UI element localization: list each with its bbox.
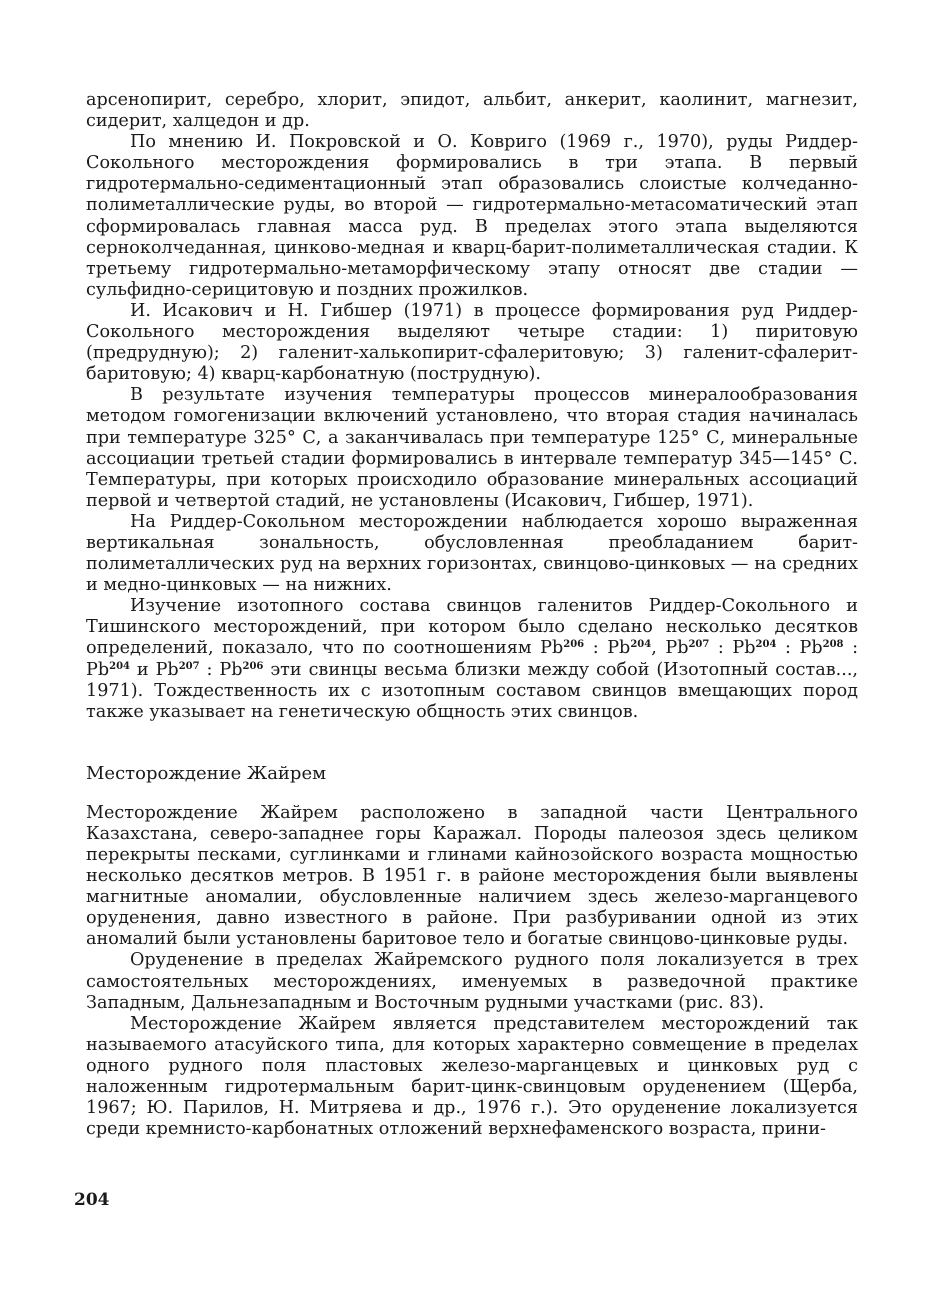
page-number: 204: [74, 1190, 110, 1210]
isotope-superscript: 208: [822, 639, 844, 651]
paragraph-zhairem-type: Месторождение Жайрем является представителем месторождений так называемого атасуйского типа, для которых характерно совмещение в пределах одного рудного поля пластовых железо-марганцевых и цинковых руд с наложенным гидротермальным барит-цинк-свинцовым оруденением (Щерба, 1967; Ю. Парилов, Н. Митряева и др., 1976 г.). Это оруденение локализуется среди кремнисто-карбонатных отложений верхнефаменского возраста, прини-: [86, 1013, 858, 1140]
paragraph-zonality: На Риддер-Сокольном месторождении наблюдается хорошо выраженная вертикальная зональность, обусловленная преобладанием барит-полиметаллических руд на верхних горизонтах, свинцово-цинковых — на средних и медно-цинковых — на нижних.: [86, 511, 858, 596]
isotope-text: : Pb: [584, 638, 631, 659]
isotope-superscript: 206: [242, 660, 264, 672]
isotope-text: : Pb: [709, 638, 756, 659]
isotope-text: : Pb: [199, 659, 243, 680]
isotope-text: эти свинцы весьма близки между собой (Изотопный состав..., 1971). Тождественность их с изотопным составом свинцов вмещающих пород также указывает на генетическую общность этих свинцов.: [86, 659, 859, 722]
paragraph-continuation: арсенопирит, серебро, хлорит, эпидот, альбит, анкерит, каолинит, магнезит, сидерит, халцедон и др.: [86, 90, 858, 132]
isotope-text: Изучение изотопного состава свинцов галенитов Риддер-Сокольного и Тишинского месторождений, при котором было сделано несколько десятков определений, показало, что по соотношениям Pb: [86, 596, 858, 659]
paragraph-stages: По мнению И. Покровской и О. Ковриго (1969 г., 1970), руды Риддер-Сокольного месторождения формировались в три этапа. В первый гидротермально-седиментационный этап образовались слоистые колчеданно-полиметаллические руды, во второй — гидротермально-метасоматический этап сформировалась главная масса руд. В пределах этого этапа выделяются серноколчеданная, цинково-медная и кварц-барит-полиметаллическая стадии. К третьему гидротермально-метаморфическому этапу относят две стадии — сульфидно-серицитовую и поздних прожилков.: [86, 132, 858, 300]
isotope-superscript: 204: [109, 660, 130, 672]
isotope-superscript: 204: [630, 639, 652, 651]
isotope-superscript: 206: [563, 639, 585, 651]
isotope-superscript: 207: [688, 639, 710, 651]
isotope-text: и Pb: [129, 659, 179, 680]
paragraph-temperature: В результате изучения температуры процессов минералообразования методом гомогенизации включений установлено, что вторая стадия начиналась при температуре 325° С, а заканчивалась при температуре 125° С, минеральные ассоциации третьей стадии формировались в интервале температур 345—145° С. Температуры, при которых происходило образование минеральных ассоциаций первой и четвертой стадий, не установлены (Исакович, Гибшер, 1971).: [86, 385, 858, 511]
isotope-text: : Pb: [776, 638, 823, 659]
paragraph-zhairem-location: Месторождение Жайрем расположено в западной части Центрального Казахстана, северо-западнее горы Каражал. Породы палеозоя здесь целиком перекрыты песками, суглинками и глинами кайнозойского возраста мощностью несколько десятков метров. В 1951 г. в районе месторождения были выявлены магнитные аномалии, обусловленные наличием здесь железо-марганцевого оруденения, давно известного в районе. При разбуривании одной из этих аномалий были установлены баритовое тело и богатые свинцово-цинковые руды.: [86, 802, 858, 950]
isotope-text: , Pb: [651, 638, 689, 659]
paragraph-zhairem-ore-field: Оруденение в пределах Жайремского рудного поля локализуется в трех самостоятельных месторождениях, именуемых в разведочной практике Западным, Дальнезападным и Восточным рудными участками (рис. 83).: [86, 950, 858, 1013]
isotope-text: : Pb: [86, 638, 859, 680]
section-heading: Месторождение Жайрем: [86, 762, 327, 784]
isotope-superscript: 207: [178, 660, 200, 672]
isotope-superscript: 204: [755, 639, 777, 651]
paragraph-isakovich: И. Исакович и Н. Гибшер (1971) в процессе формирования руд Риддер-Сокольного месторождения выделяют четыре стадии: 1) пиритовую (предрудную); 2) галенит-халькопирит-сфалеритовую; 3) галенит-сфалерит-баритовую; 4) кварц-карбонатную (пострудную).: [86, 300, 858, 385]
paragraph-isotopes: [86, 596, 858, 723]
